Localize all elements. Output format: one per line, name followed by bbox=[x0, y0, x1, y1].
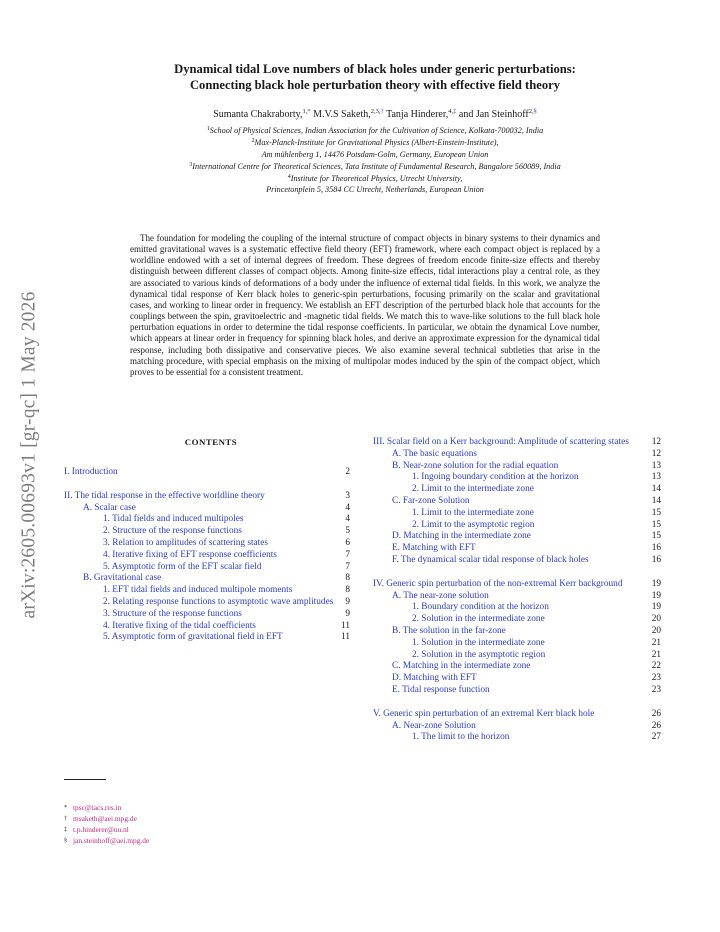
affiliation bbox=[70, 160, 680, 172]
toc-page-number: 4 bbox=[345, 514, 350, 525]
toc-entry-link[interactable]: 1. Tidal fields and induced multipoles bbox=[103, 514, 244, 525]
toc-entry-link[interactable]: 1. Limit to the intermediate zone bbox=[412, 507, 534, 518]
toc-page-number: 4 bbox=[345, 502, 350, 513]
toc-entry-link[interactable]: B. Gravitational case bbox=[83, 573, 162, 584]
arxiv-identifier-stamp bbox=[8, 290, 52, 620]
toc-page-number: 21 bbox=[651, 649, 661, 660]
toc-page-number: 8 bbox=[345, 573, 350, 584]
toc-entry-link[interactable]: 3. Structure of the response functions bbox=[103, 608, 242, 619]
toc-entry-link[interactable]: C. Matching in the intermediate zone bbox=[392, 661, 531, 672]
arxiv-identifier-text: arXiv:2605.00693v1 [gr-qc] 1 May 2026 bbox=[19, 291, 41, 619]
toc-entry-link[interactable]: 1. Ingoing boundary condition at the horizon bbox=[412, 472, 579, 483]
toc-entry[interactable] bbox=[373, 496, 661, 508]
toc-entry[interactable] bbox=[64, 632, 350, 644]
toc-entry[interactable] bbox=[64, 562, 350, 574]
toc-entry-link[interactable]: 2. Solution in the asymptotic region bbox=[412, 649, 546, 660]
toc-page-number: 19 bbox=[651, 602, 661, 613]
toc-entry-link[interactable]: V. Generic spin perturbation of an extremal Kerr black hole bbox=[373, 708, 595, 719]
toc-entry[interactable] bbox=[64, 550, 350, 562]
toc-entry-link[interactable]: D. Matching in the intermediate zone bbox=[392, 531, 531, 542]
toc-entry[interactable] bbox=[64, 621, 350, 633]
toc-page-number: 7 bbox=[345, 549, 350, 560]
toc-entry-link[interactable]: E. Tidal response function bbox=[392, 684, 490, 695]
toc-spacer bbox=[373, 697, 661, 709]
toc-page-number: 11 bbox=[341, 632, 350, 643]
toc-entry[interactable] bbox=[373, 531, 661, 543]
toc-page-number: 27 bbox=[651, 732, 661, 743]
toc-entry[interactable] bbox=[373, 721, 661, 733]
toc-page-number: 23 bbox=[651, 673, 661, 684]
toc-entry[interactable] bbox=[373, 650, 661, 662]
author-affiliation-index: 2,3, bbox=[370, 108, 381, 115]
toc-page-number: 26 bbox=[651, 708, 661, 719]
toc-entry-link[interactable]: A. The basic equations bbox=[392, 448, 478, 459]
toc-entry-link[interactable]: 5. Asymptotic form of gravitational field in EFT bbox=[103, 632, 283, 643]
toc-spacer bbox=[64, 479, 350, 491]
toc-entry-link[interactable]: 3. Relation to amplitudes of scattering states bbox=[103, 537, 268, 548]
affiliation-number: 4 bbox=[287, 174, 291, 181]
toc-spacer bbox=[373, 567, 661, 579]
author-list bbox=[90, 106, 660, 121]
toc-entry-link[interactable]: A. Scalar case bbox=[83, 502, 136, 513]
toc-entry[interactable] bbox=[373, 449, 661, 461]
toc-entry[interactable] bbox=[373, 685, 661, 697]
toc-page-number: 15 bbox=[651, 507, 661, 518]
toc-page-number: 19 bbox=[651, 590, 661, 601]
toc-page-number: 16 bbox=[651, 554, 661, 565]
toc-entry-link[interactable]: 2. Limit to the intermediate zone bbox=[412, 484, 534, 495]
email-link[interactable]: t.p.hinderer@uu.nl bbox=[73, 825, 129, 834]
footnote-mark: † bbox=[64, 815, 68, 822]
affiliation bbox=[70, 124, 680, 136]
toc-page-number: 20 bbox=[651, 614, 661, 625]
toc-page-number: 15 bbox=[651, 531, 661, 542]
affiliation bbox=[70, 149, 680, 160]
toc-page-number: 20 bbox=[651, 625, 661, 636]
toc-page-number: 7 bbox=[345, 561, 350, 572]
toc-page-number: 5 bbox=[345, 526, 350, 537]
toc-entry[interactable] bbox=[373, 602, 661, 614]
toc-entry[interactable] bbox=[64, 609, 350, 621]
email-link[interactable]: jan.steinhoff@aei.mpg.de bbox=[73, 836, 150, 845]
footnotes bbox=[64, 802, 149, 846]
toc-entry-link[interactable]: 1. The limit to the horizon bbox=[412, 732, 510, 743]
toc-entry[interactable] bbox=[64, 538, 350, 550]
abstract-text: The foundation for modeling the coupling of the internal structure of compact objects in binary systems to their dynamics and emitted gravitational waves is a systematic effective field theory (EFT) framework, where each compact object is replaced by a worldline endowed with a set of internal degrees of freedom. These degrees of freedom encode finite-size effects and thereby distinguish between different classes of compact objects. Among finite-size effects, tidal interactions play a central role, as they are associated to various kinds of deformations of a body under the influence of external tidal fields. In this work, we analyze the dynamical tidal response of Kerr black holes to generic-spin perturbations, focusing primarily on the scalar and gravitational cases, and working to linear order in frequency. We establish an EFT description of the perturbed black hole that accounts for the couplings between the spin, gravitoelectric and -magnetic tidal fields. We match this to wave-like solutions to the full black hole perturbation equations in order to determine the tidal response coefficients. In particular, we obtain the dynamical Love number, which appears at linear order in frequency for spinning black holes, and derive an approximate expression for the dynamical tidal response, including both dissipative and conservative pieces. We also examine several technical subtleties that arise in the matching procedure, with special emphasis on the mixing of multipolar modes induced by the spin of the compact object, which proves to be essential for a consistent treatment. bbox=[130, 233, 600, 377]
toc-entry-link[interactable]: 2. Solution in the intermediate zone bbox=[412, 614, 545, 625]
toc-page-number: 23 bbox=[651, 684, 661, 695]
toc-entry[interactable] bbox=[373, 508, 661, 520]
title-line-2: Connecting black hole perturbation theory with effective field theory bbox=[189, 77, 561, 92]
author-name: Sumanta Chakraborty, bbox=[213, 109, 303, 120]
footnote-link[interactable]: § bbox=[533, 108, 537, 115]
footnote-link[interactable]: * bbox=[307, 108, 311, 115]
toc-page-number: 9 bbox=[345, 596, 350, 607]
author-affiliation-index: 1, bbox=[302, 108, 308, 115]
abstract bbox=[130, 233, 600, 378]
toc-entry[interactable] bbox=[373, 661, 661, 673]
toc-page-number: 21 bbox=[651, 637, 661, 648]
toc-entry-link[interactable]: D. Matching with EFT bbox=[392, 673, 477, 684]
toc-entry-link[interactable]: IV. Generic spin perturbation of the non-extremal Kerr background bbox=[373, 578, 623, 589]
toc-entry[interactable] bbox=[64, 585, 350, 597]
affiliation bbox=[70, 184, 680, 195]
toc-entry[interactable] bbox=[373, 555, 661, 567]
toc-page-number: 15 bbox=[651, 519, 661, 530]
toc-entry[interactable] bbox=[373, 638, 661, 650]
toc-entry[interactable] bbox=[64, 491, 350, 503]
toc-entry-link[interactable]: 2. Relating response functions to asymptotic wave amplitudes bbox=[103, 596, 334, 607]
footnote-rule bbox=[64, 779, 106, 780]
toc-entry[interactable] bbox=[64, 526, 350, 538]
author-name: Tanja Hinderer, bbox=[386, 109, 449, 120]
toc-entry[interactable] bbox=[373, 673, 661, 685]
affiliation-number: 1 bbox=[206, 126, 210, 132]
footnote bbox=[64, 835, 149, 846]
toc-entry[interactable] bbox=[373, 579, 661, 591]
toc-entry[interactable] bbox=[373, 709, 661, 721]
footnote bbox=[64, 813, 149, 824]
affiliation-list bbox=[70, 124, 680, 196]
author-affiliation-index: 2, bbox=[528, 108, 534, 115]
affiliation-text: Max-Planck-Institute for Gravitational Physics (Albert-Einstein-Institute), bbox=[254, 138, 499, 148]
toc-entry-link[interactable]: II. The tidal response in the effective worldline theory bbox=[64, 490, 265, 501]
toc-entry[interactable] bbox=[373, 614, 661, 626]
footnote bbox=[64, 824, 149, 835]
toc-entry-link[interactable]: 2. Structure of the response functions bbox=[103, 526, 242, 537]
toc-entry[interactable] bbox=[373, 732, 661, 744]
toc-page-number: 13 bbox=[651, 472, 661, 483]
toc-entry-link[interactable]: 5. Asymptotic form of the EFT scalar field bbox=[103, 561, 262, 572]
footnote bbox=[64, 802, 149, 813]
toc-entry-link[interactable]: 4. Iterative fixing of the tidal coefficients bbox=[103, 620, 256, 631]
contents-heading: CONTENTS bbox=[184, 437, 238, 447]
paper-title bbox=[90, 62, 660, 93]
toc-entry-link[interactable]: 1. EFT tidal fields and induced multipole moments bbox=[103, 585, 293, 596]
toc-entry-link[interactable]: 1. Boundary condition at the horizon bbox=[412, 602, 549, 613]
toc-entry-link[interactable]: A. Near-zone Solution bbox=[392, 720, 476, 731]
toc-entry-link[interactable]: III. Scalar field on a Kerr background: Amplitude of scattering states bbox=[373, 437, 629, 447]
affiliation-number: 3 bbox=[189, 161, 193, 168]
author-affiliation-index: 4, bbox=[448, 108, 454, 115]
affiliation bbox=[70, 172, 680, 184]
affiliation-number: 2 bbox=[251, 138, 255, 145]
title-line-1: Dynamical tidal Love numbers of black holes under generic perturbations: bbox=[174, 62, 576, 76]
affiliation bbox=[70, 136, 680, 148]
toc-entry[interactable] bbox=[373, 461, 661, 473]
toc-entry-link[interactable]: C. Far-zone Solution bbox=[392, 495, 470, 506]
toc-entry-link[interactable]: E. Matching with EFT bbox=[392, 543, 476, 554]
toc-entry-link[interactable]: F. The dynamical scalar tidal response of black holes bbox=[392, 554, 589, 565]
affiliation-text: Am mühlenberg 1, 14476 Potsdam-Golm, Germany, European Union bbox=[261, 149, 489, 159]
toc-entry[interactable] bbox=[64, 514, 350, 526]
affiliation-text: Princetonplein 5, 3584 CC Utrecht, Netherlands, European Union bbox=[266, 185, 484, 195]
toc-page-number: 14 bbox=[651, 495, 661, 506]
toc-page-number: 3 bbox=[345, 490, 350, 501]
toc-entry[interactable] bbox=[64, 597, 350, 609]
toc-page-number: 2 bbox=[345, 467, 350, 477]
table-of-contents-right-column bbox=[373, 437, 661, 744]
author-name: M.V.S Saketh, bbox=[313, 109, 371, 120]
toc-page-number: 26 bbox=[651, 720, 661, 731]
toc-page-number: 6 bbox=[345, 537, 350, 548]
toc-entry[interactable] bbox=[373, 626, 661, 638]
footnote-mark: ‡ bbox=[64, 826, 68, 833]
affiliation-text: School of Physical Sciences, Indian Association for the Cultivation of Science, Kolkata-700032, India bbox=[209, 126, 544, 135]
email-link[interactable]: msaketh@aei.mpg.de bbox=[73, 814, 137, 823]
toc-page-number: 14 bbox=[651, 484, 661, 495]
toc-entry-link[interactable]: B. Near-zone solution for the radial equation bbox=[392, 460, 559, 471]
toc-entry-link[interactable]: 2. Limit to the asymptotic region bbox=[412, 519, 535, 530]
author bbox=[313, 109, 384, 120]
author-name: and Jan Steinhoff bbox=[458, 109, 529, 120]
affiliation-text: Institute for Theoretical Physics, Utrecht University, bbox=[290, 174, 463, 184]
footnote-mark: * bbox=[64, 804, 68, 811]
author bbox=[459, 109, 537, 120]
footnote-link[interactable]: ‡ bbox=[453, 108, 457, 115]
author bbox=[213, 109, 310, 120]
toc-entry-link[interactable]: B. The solution in the far-zone bbox=[392, 625, 506, 636]
toc-page-number: 16 bbox=[651, 543, 661, 554]
toc-page-number: 13 bbox=[651, 460, 661, 471]
toc-page-number: 19 bbox=[651, 578, 661, 589]
toc-entry[interactable] bbox=[373, 437, 661, 449]
toc-page-number: 22 bbox=[651, 661, 661, 672]
toc-page-number: 11 bbox=[341, 620, 350, 631]
toc-entry-link[interactable]: 1. Solution in the intermediate zone bbox=[412, 637, 545, 648]
toc-entry[interactable] bbox=[373, 472, 661, 484]
toc-entry[interactable] bbox=[64, 573, 350, 585]
toc-entry[interactable] bbox=[64, 503, 350, 515]
toc-page-number: 12 bbox=[651, 437, 661, 447]
toc-entry[interactable] bbox=[373, 591, 661, 603]
toc-entry[interactable] bbox=[373, 543, 661, 555]
email-link[interactable]: tpsc@iacs.res.in bbox=[73, 803, 122, 812]
toc-entry-link[interactable]: A. The near-zone solution bbox=[392, 590, 489, 601]
toc-page-number: 8 bbox=[345, 585, 350, 596]
toc-entry-link[interactable]: I. Introduction bbox=[64, 467, 118, 477]
toc-entry[interactable] bbox=[64, 467, 350, 479]
toc-entry[interactable] bbox=[373, 520, 661, 532]
toc-page-number: 12 bbox=[651, 448, 661, 459]
affiliation-text: International Centre for Theoretical Sciences, Tata Institute of Fundamental Research, Bangalore 560089, India bbox=[192, 161, 561, 171]
author bbox=[386, 109, 456, 120]
toc-entry-link[interactable]: 4. Iterative fixing of EFT response coefficients bbox=[103, 549, 277, 560]
table-of-contents-left-column bbox=[64, 467, 350, 644]
toc-entry[interactable] bbox=[373, 484, 661, 496]
footnote-link[interactable]: † bbox=[380, 108, 384, 115]
footnote-mark: § bbox=[64, 837, 68, 844]
toc-page-number: 9 bbox=[345, 608, 350, 619]
